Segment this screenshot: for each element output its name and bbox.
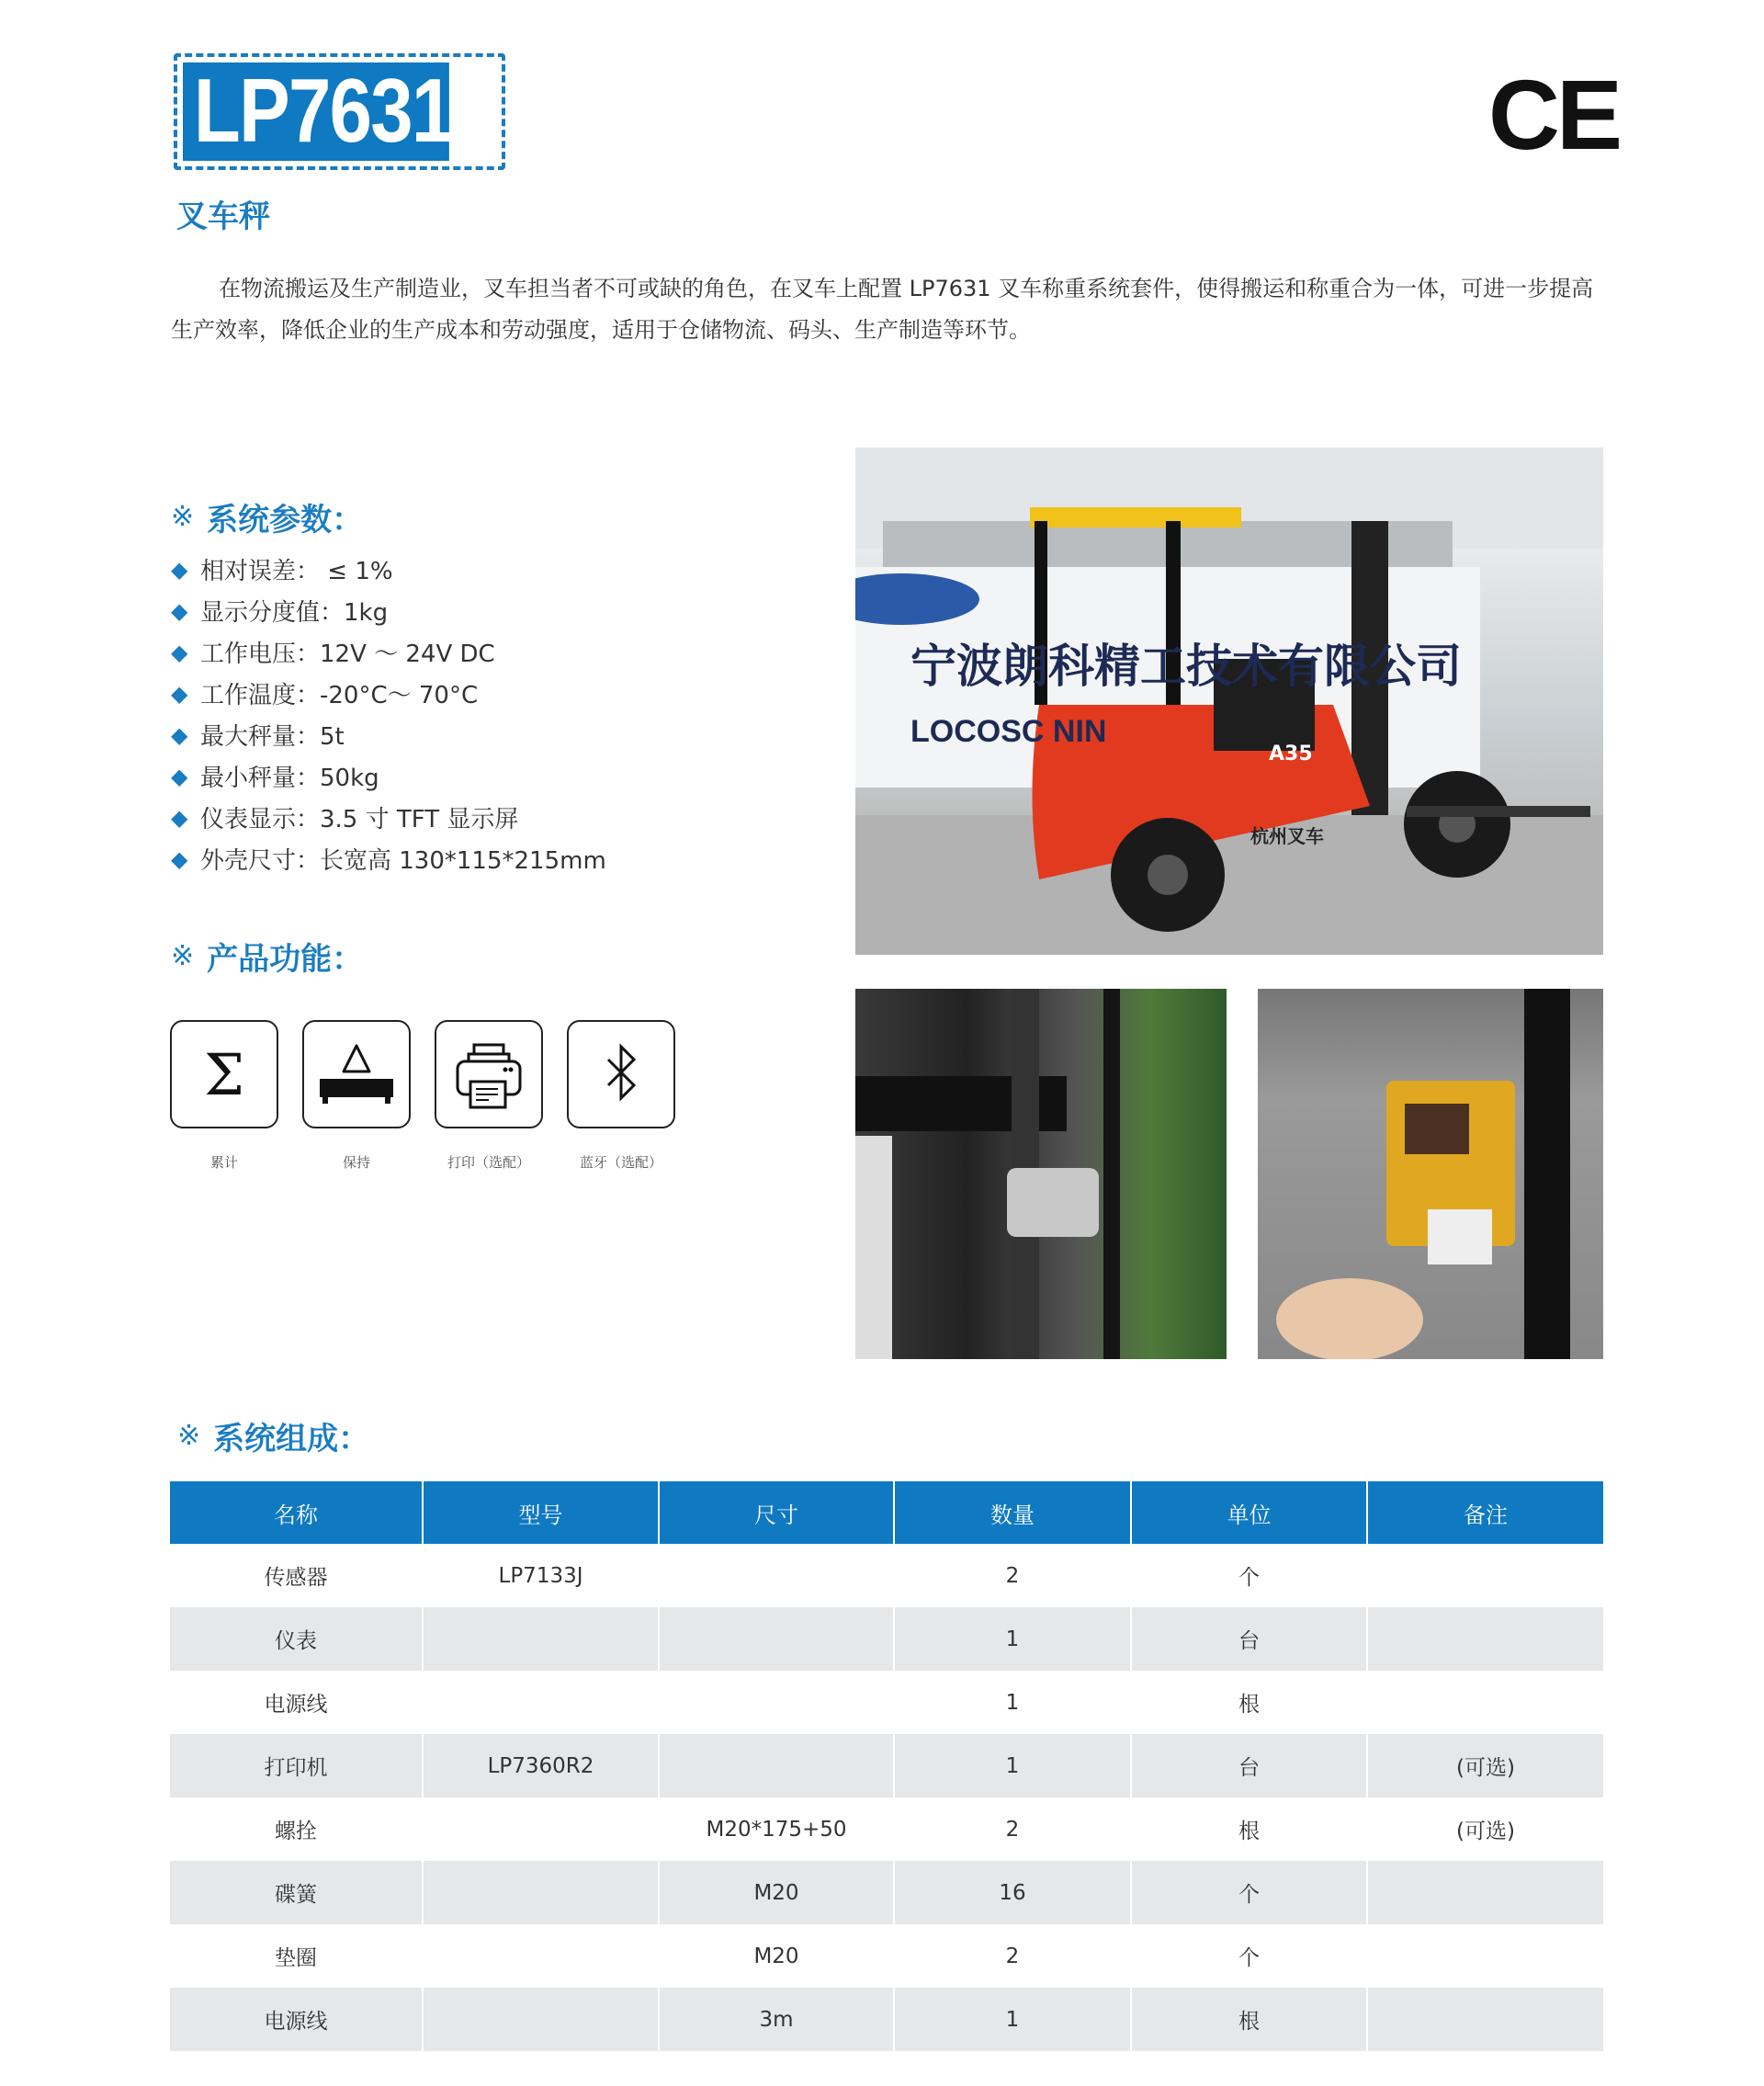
param-text: 外壳尺寸：长宽高 130*115*215mm — [200, 847, 606, 875]
table-row — [170, 1797, 1603, 1861]
table-cell — [659, 1734, 894, 1797]
feature-accumulate — [170, 1020, 278, 1172]
table-cell: 传感器 — [170, 1544, 423, 1607]
table-cell: LP7133J — [423, 1544, 659, 1607]
table-cell — [423, 1924, 659, 1988]
table-cell: 根 — [1131, 1988, 1367, 2051]
table-cell — [423, 1607, 659, 1671]
table-row — [170, 1988, 1603, 2051]
table-cell: 根 — [1131, 1797, 1367, 1861]
table-cell — [423, 1988, 659, 2051]
table-row — [170, 1671, 1603, 1734]
table-cell — [1367, 1544, 1603, 1607]
feature-label: 蓝牙（选配） — [579, 1154, 662, 1171]
table-cell: 螺拴 — [170, 1797, 423, 1861]
table-cell: 垫圈 — [170, 1924, 423, 1988]
column-header: 单位 — [1131, 1481, 1367, 1544]
table-cell — [1367, 1861, 1603, 1924]
table-cell: 电源线 — [170, 1671, 423, 1734]
param-item — [171, 797, 606, 838]
table-cell — [659, 1671, 894, 1734]
section-heading — [177, 1413, 369, 1458]
diamond-bullet-icon: ◆ — [171, 804, 188, 831]
table-cell: 碟簧 — [170, 1861, 423, 1924]
table-cell: (可选) — [1456, 1820, 1515, 1843]
section-title: 系统参数： — [207, 502, 364, 539]
table-cell — [423, 1797, 659, 1861]
param-text: 显示分度值：1kg — [200, 599, 389, 627]
column-header: 型号 — [423, 1481, 659, 1544]
param-item — [171, 590, 606, 631]
diamond-bullet-icon: ◆ — [171, 597, 188, 624]
product-subtitle: 叉车秤 — [176, 198, 270, 235]
table-cell: M20 — [659, 1924, 894, 1988]
table-cell: 台 — [1131, 1607, 1367, 1671]
scale-hold-icon — [302, 1020, 411, 1128]
intro-paragraph: 在物流搬运及生产制造业，叉车担当者不可或缺的角色，在叉车上配置 LP7631 叉车称重系统套件，使得搬运和称重合为一体，可进一步提高生产效率，降低企业的生产成本和劳动强度，适用于仓储物流、码头、生产制造等环节。 — [171, 276, 1594, 343]
column-header: 备注 — [1367, 1481, 1603, 1544]
column-header: 数量 — [894, 1481, 1131, 1544]
param-item — [171, 631, 606, 673]
table-cell: 台 — [1131, 1734, 1367, 1797]
diamond-bullet-icon: ◆ — [171, 680, 188, 707]
sigma-icon: Σ — [170, 1020, 278, 1128]
param-text: 最大秤量：5t — [200, 723, 345, 751]
table-cell: 1 — [894, 1734, 1131, 1797]
photo-sign-en: LOCOSC NIN — [910, 714, 1107, 749]
feature-label: 保持 — [342, 1154, 370, 1171]
section-heading — [171, 494, 606, 539]
load-cell-photo — [855, 989, 1227, 1359]
table-cell — [1367, 1988, 1603, 2051]
photo-model-tag: A35 — [1269, 743, 1313, 765]
table-cell: 3m — [659, 1988, 894, 2051]
photo-sign-text: 宁波朗科精工技术有限公司 — [910, 640, 1462, 693]
table-cell — [423, 1861, 659, 1924]
table-cell: 1 — [894, 1607, 1131, 1671]
param-item — [171, 755, 606, 797]
table-row — [170, 1924, 1603, 1988]
table-cell: M20 — [659, 1861, 894, 1924]
column-header: 尺寸 — [659, 1481, 894, 1544]
indicator-printer-photo — [1258, 989, 1603, 1359]
table-cell: 个 — [1131, 1544, 1367, 1607]
table-cell — [1367, 1607, 1603, 1671]
feature-bluetooth — [567, 1020, 675, 1172]
feature-print — [435, 1020, 543, 1172]
diamond-bullet-icon: ◆ — [171, 721, 188, 748]
ce-mark: CE — [1488, 59, 1620, 170]
diamond-bullet-icon: ◆ — [171, 763, 188, 789]
table-cell: M20*175+50 — [659, 1797, 894, 1861]
table-cell: (可选) — [1367, 1734, 1603, 1797]
table-cell — [423, 1671, 659, 1734]
section-heading — [171, 934, 363, 979]
param-item — [171, 673, 606, 714]
param-item — [171, 549, 606, 590]
table-cell: 打印机 — [170, 1734, 423, 1797]
column-header: 名称 — [170, 1481, 423, 1544]
table-cell: 电源线 — [170, 1988, 423, 2051]
table-header-row — [170, 1481, 1603, 1544]
table-cell: 16 — [894, 1861, 1131, 1924]
table-cell: 根 — [1131, 1671, 1367, 1734]
diamond-bullet-icon: ◆ — [171, 639, 188, 665]
table-cell — [659, 1544, 894, 1607]
table-cell: 2 — [894, 1544, 1131, 1607]
table-cell: 2 — [894, 1797, 1131, 1861]
forklift-photo — [855, 448, 1603, 955]
table-cell: 2 — [894, 1924, 1131, 1988]
table-cell — [1367, 1671, 1603, 1734]
table-cell: 个 — [1131, 1924, 1367, 1988]
system-params-section — [171, 494, 606, 879]
table-row — [170, 1607, 1603, 1671]
reference-mark-icon: ※ — [171, 501, 195, 533]
param-text: 仪表显示：3.5 寸 TFT 显示屏 — [200, 806, 519, 833]
feature-label: 打印（选配） — [447, 1154, 530, 1171]
section-title: 系统组成： — [213, 1421, 370, 1457]
reference-mark-icon: ※ — [171, 940, 195, 972]
diamond-bullet-icon: ◆ — [171, 845, 188, 872]
model-logo-text: LP7631 — [183, 62, 449, 161]
reference-mark-icon: ※ — [177, 1420, 201, 1452]
table-cell: 1 — [894, 1671, 1131, 1734]
section-title: 产品功能： — [207, 941, 364, 978]
table-cell — [1367, 1924, 1603, 1988]
param-item — [171, 714, 606, 755]
printer-icon — [435, 1020, 543, 1128]
table-cell — [659, 1607, 894, 1671]
diamond-bullet-icon: ◆ — [171, 556, 188, 583]
composition-table — [170, 1481, 1603, 2051]
param-text: 最小秤量：50kg — [200, 765, 379, 792]
param-text: 工作温度：-20°C～ 70°C — [200, 682, 479, 709]
table-cell: LP7360R2 — [423, 1734, 659, 1797]
table-cell: 仪表 — [170, 1607, 423, 1671]
model-logo — [174, 53, 505, 170]
param-item — [171, 838, 606, 879]
table-cell: 个 — [1131, 1861, 1367, 1924]
feature-hold — [302, 1020, 411, 1172]
bluetooth-icon — [567, 1020, 675, 1128]
table-row — [170, 1544, 1603, 1607]
param-text: 工作电压：12V ～ 24V DC — [200, 641, 495, 668]
table-row — [170, 1734, 1603, 1797]
feature-label: 累计 — [209, 1154, 238, 1171]
table-cell: 1 — [894, 1988, 1131, 2051]
param-text: 相对误差： ≤ 1% — [200, 558, 393, 585]
photo-brand-text: 杭州叉车 — [1250, 825, 1324, 847]
table-row — [170, 1861, 1603, 1924]
